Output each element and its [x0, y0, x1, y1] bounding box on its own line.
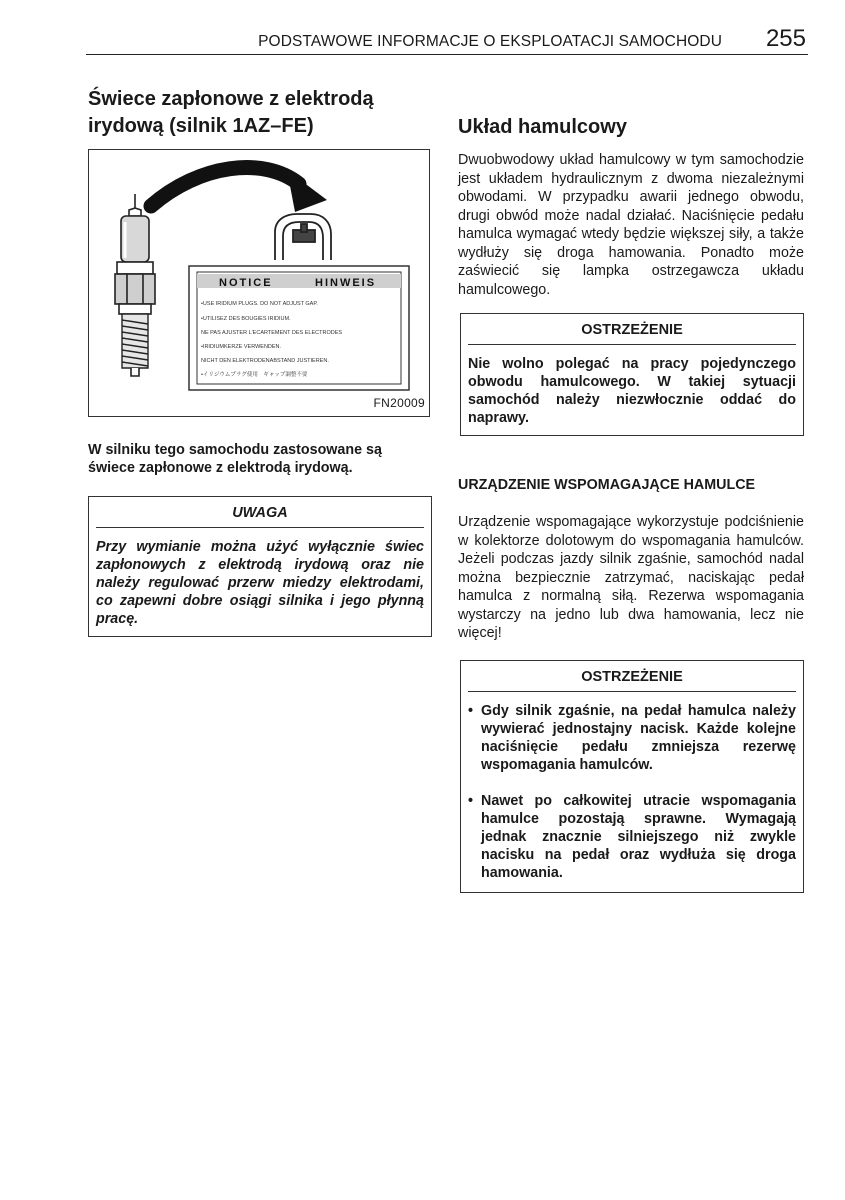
warning-box-2 [460, 660, 804, 893]
right-column [458, 114, 804, 881]
note-body: Przy wymianie można użyć wyłącznie świec zapłonowych z elektrodą irydową oraz nie należy regulować przerw miedzy elektrodami, co zapewni dobre osiągi silnika i jego płynną pracę. [96, 539, 424, 627]
list-item [468, 702, 796, 774]
notice-text: NOTICE [219, 277, 273, 289]
plug-tip-icon [275, 214, 331, 260]
spark-plug-lead: W silniku tego samochodu zastosowane są świece zapłonowe z elektrodą irydową. [88, 442, 382, 476]
bullet-icon: • [468, 793, 474, 809]
notice-label [189, 266, 409, 390]
svg-text:•UTILISEZ DES BOUGIES IRIDIUM.: •UTILISEZ DES BOUGIES IRIDIUM. [201, 316, 291, 322]
list-item [468, 792, 796, 882]
note-box [88, 496, 432, 637]
spark-plug-illustration [89, 150, 429, 416]
figure-id: FN20009 [373, 396, 425, 410]
list-item-text: Nawet po całkowitej utracie wspomagania hamulce pozostają sprawne. Wymagają jednak znacznie silniejszego niż zwykle nacisku na pedał oraz wydłuża się droga hamowania. [481, 793, 796, 881]
hinweis-text: HINWEIS [315, 277, 377, 289]
warning-body: Nie wolno polegać na pracy pojedynczego obwodu hamulcowego. W takiej sytuacji samochód należy niezwłocznie oddać do naprawy. [468, 356, 796, 426]
svg-text:NE PAS AJUSTER L'ECARTEMENT DE: NE PAS AJUSTER L'ECARTEMENT DES ELECTRODES [201, 330, 343, 336]
svg-text:•USE IRIDIUM PLUGS. DO NOT A: •USE IRIDIUM PLUGS. DO NOT ADJUST GAP. [201, 301, 318, 307]
brake-heading: Układ hamulcowy [458, 116, 627, 138]
svg-text:•IRIDIUMKERZE VERWENDEN.: •IRIDIUMKERZE VERWENDEN. [201, 344, 282, 350]
svg-text:NICHT DEN ELEKTRODENABSTAND JU: NICHT DEN ELEKTRODENABSTAND JUSTIEREN. [201, 358, 329, 364]
warning-heading: OSTRZEŻENIE [581, 669, 683, 685]
warning-list [461, 692, 803, 892]
section-title: PODSTAWOWE INFORMACJE O EKSPLOATACJI SAMOCHODU [258, 33, 722, 50]
brake-paragraph: Dwuobwodowy układ hamulcowy w tym samochodzie jest układem hydraulicznym z dwoma niezależnymi obwodami. W przypadku awarii jednego obwodu, drugi obwód może nadal działać. Naciśnięcie pedału hamulca wymagać wtedy będzie większej siły, a także wydłuży się droga hamowania. Ponadto może zaświecić się lampka ostrzegawcza układu hamulcowego. [458, 152, 804, 298]
warning-heading: OSTRZEŻENIE [581, 322, 683, 338]
list-item-text: Gdy silnik zgaśnie, na pedał hamulca należy wywierać jednostajny nacisk. Każde kolejne naciśnięcie pedału zmniejsza rezerwę wspomagania hamulców. [481, 703, 796, 773]
brake-booster-paragraph: Urządzenie wspomagające wykorzystuje podciśnienie w kolektorze dolotowym do wspomagania hamulców. Jeżeli podczas jazdy silnik zgaśnie, samochód nadal można bezpiecznie zatrzymać, naciskając pedał hamulca z normalną siłą. Rezerwa wspomagania wystarczy na jedno lub dwa hamowania, lecz nie więcej! [458, 514, 804, 641]
page-header [86, 26, 808, 55]
brake-booster-subheading: URZĄDZENIE WSPOMAGAJĄCE HAMULCE [458, 477, 756, 493]
warning-box-1 [460, 313, 804, 436]
svg-text:•イリジウムプラグ使用 ギャップ調整不要: •イリジウムプラグ使用 ギャップ調整不要 [201, 372, 308, 378]
page-number: 255 [765, 25, 806, 52]
bullet-icon: • [468, 703, 474, 719]
left-column [88, 86, 432, 627]
arrow-icon [151, 168, 299, 206]
spark-plug-icon [115, 194, 155, 376]
spark-plug-heading: Świece zapłonowe z elektrodą irydową (silnik 1AZ–FE) [88, 88, 374, 137]
note-heading: UWAGA [232, 505, 288, 521]
spark-plug-figure [88, 149, 430, 417]
